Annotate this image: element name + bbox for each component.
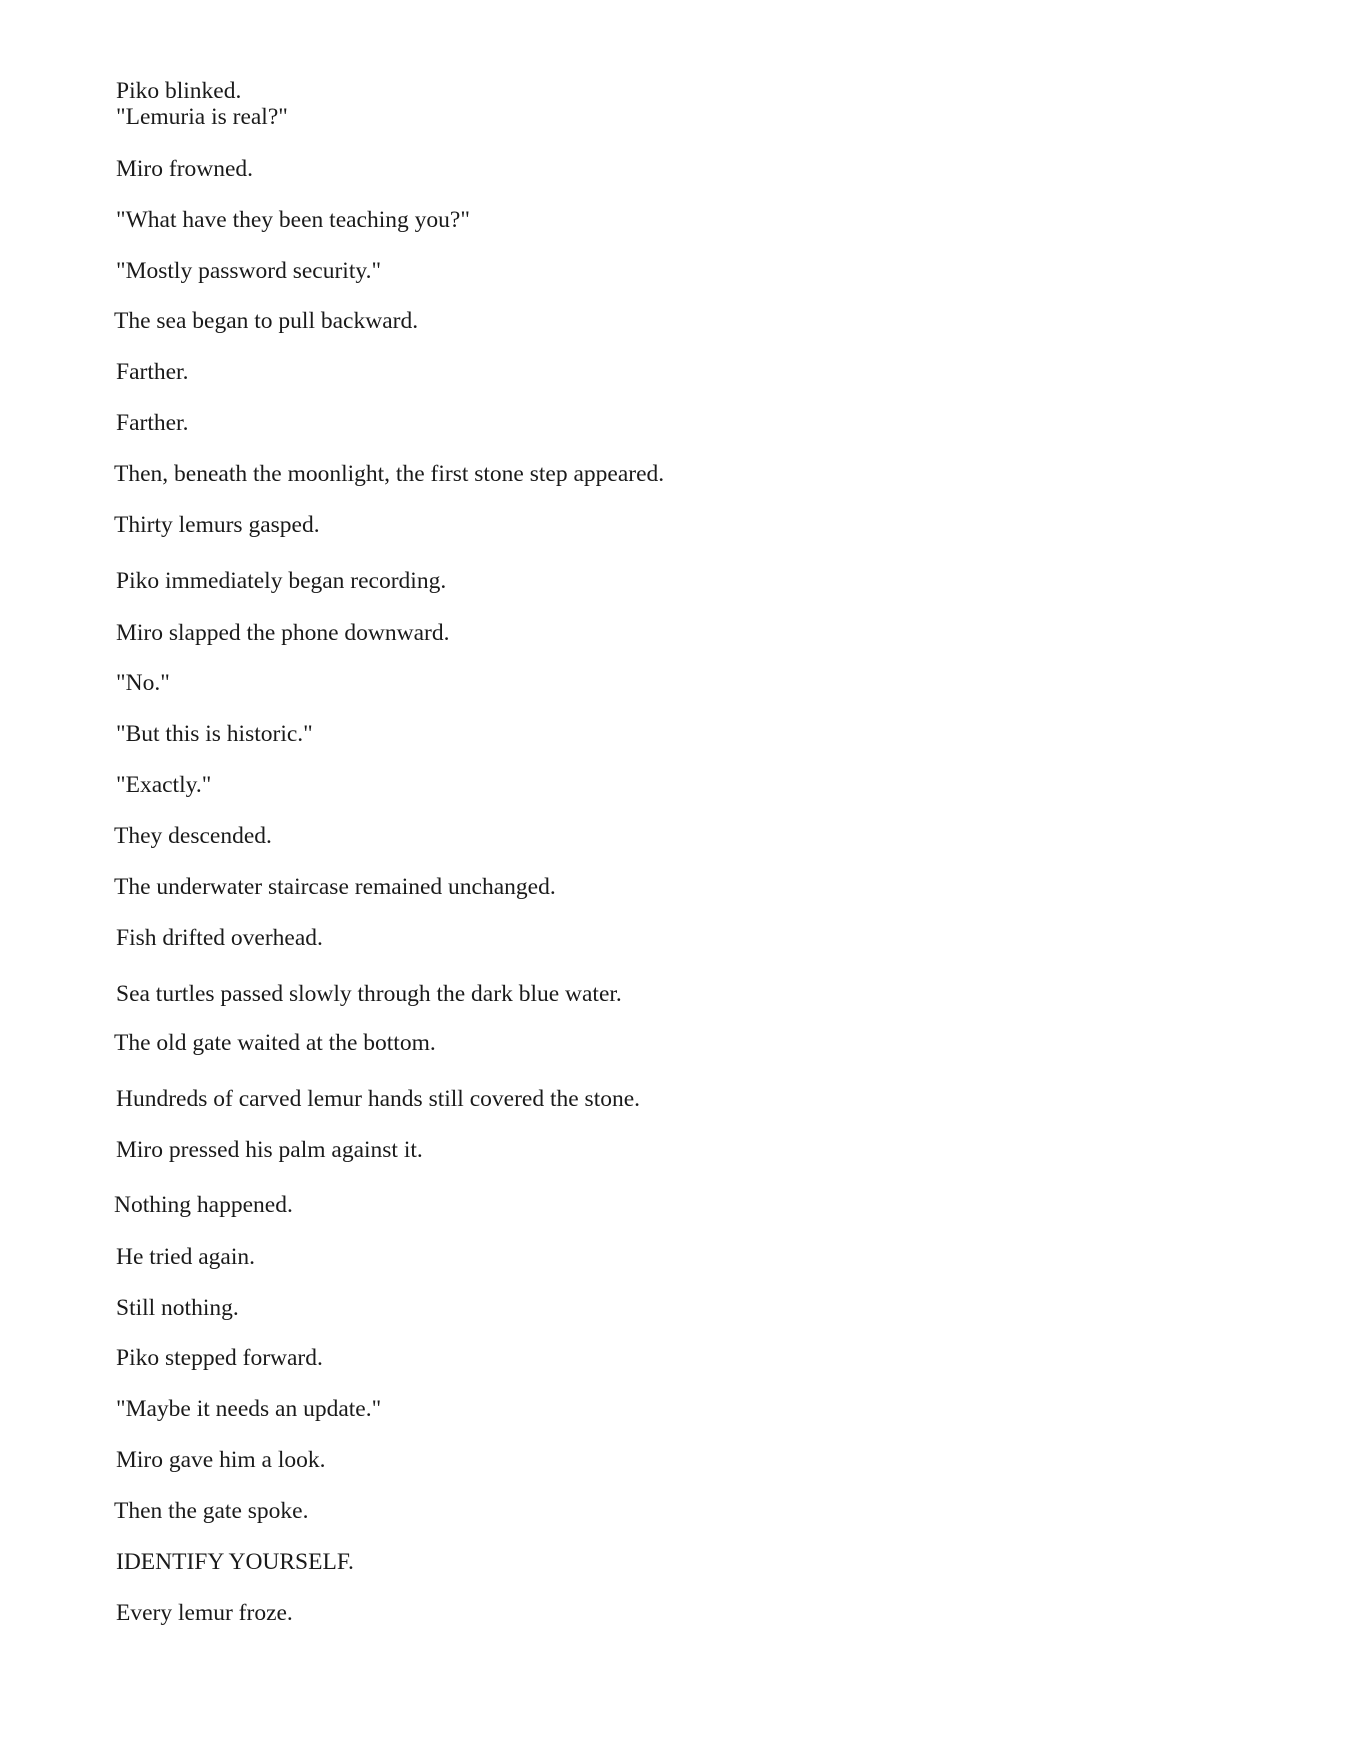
text-line: "Mostly password security." [116,258,382,284]
text-line: Still nothing. [116,1295,239,1321]
text-line: Then the gate spoke. [114,1498,309,1524]
text-line: He tried again. [116,1244,255,1270]
text-line: "No." [116,670,170,696]
text-line: "What have they been teaching you?" [116,207,470,233]
text-line: Farther. [116,359,189,385]
text-line: Miro gave him a look. [116,1447,326,1473]
text-line: Farther. [116,410,189,436]
text-line: Nothing happened. [114,1192,293,1218]
text-line: "Maybe it needs an update." [116,1396,382,1422]
text-line: Miro slapped the phone downward. [116,620,450,646]
text-line: Every lemur froze. [116,1600,293,1626]
text-line: Piko blinked. [116,78,242,104]
text-line: "But this is historic." [116,721,313,747]
text-line: "Exactly." [116,772,212,798]
text-line: The sea began to pull backward. [114,308,419,334]
text-line: They descended. [114,823,272,849]
text-line: Miro frowned. [116,156,254,182]
text-line: Miro pressed his palm against it. [116,1137,423,1163]
text-line: The old gate waited at the bottom. [114,1030,436,1056]
text-line: IDENTIFY YOURSELF. [116,1549,354,1575]
text-line: Fish drifted overhead. [116,925,323,951]
text-line: "Lemuria is real?" [116,104,288,130]
text-line: Piko stepped forward. [116,1345,323,1371]
text-line: Thirty lemurs gasped. [114,512,320,538]
text-line: Hundreds of carved lemur hands still covered the stone. [116,1086,641,1112]
text-line: Piko immediately began recording. [116,568,447,594]
text-line: Sea turtles passed slowly through the dark blue water. [116,981,622,1007]
text-line: Then, beneath the moonlight, the first stone step appeared. [114,461,665,487]
text-line: The underwater staircase remained unchanged. [114,874,556,900]
